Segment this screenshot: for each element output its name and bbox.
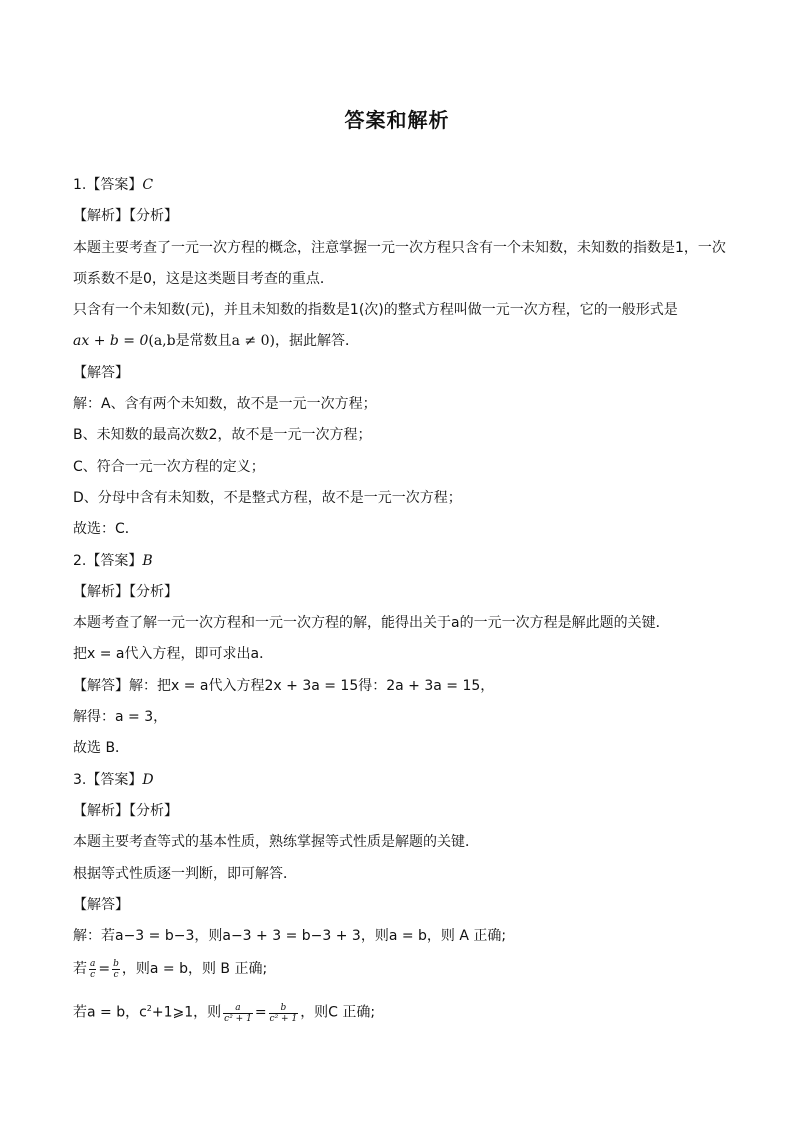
- q3-answer: D: [142, 771, 154, 788]
- q3-analysis-label: 【解析】【分析】: [73, 802, 178, 819]
- q1-solution-s3: C、符合一元一次方程的定义；: [73, 458, 265, 475]
- q1-solution-s5: 故选：C．: [73, 521, 139, 538]
- q1-solution-s2: B、未知数的最高次数2，故不是一元一次方程；: [73, 427, 372, 444]
- q3-answer-line: [73, 769, 733, 800]
- q2-solution-s1: [73, 675, 733, 706]
- q3-number: 3.: [73, 771, 87, 788]
- q3-s3-post: ，则C 正确;: [300, 1005, 376, 1022]
- q3-solution-s3: [73, 996, 733, 1036]
- q2-answer-label: 【答案】: [86, 552, 143, 569]
- q2-answer-line: [73, 550, 733, 581]
- q2-analysis-p2: 把x = a代入方程，即可求出a．: [73, 646, 274, 663]
- q3-solution-s2: [73, 956, 733, 996]
- q3-s2-pre: 若: [73, 961, 87, 978]
- answer-content: [73, 174, 733, 1036]
- q3-s2-fraction-b-over-c: $\frac{b}{c}$: [113, 958, 119, 980]
- q3-solution-s1: 解：若a−3 = b−3，则a−3 + 3 = b−3 + 3，则a = b，则 A 正确;: [73, 928, 507, 945]
- q1-analysis-p1b: 项系数不是0，这是这类题目考查的重点．: [73, 270, 334, 287]
- q3-s3-sup: 2: [146, 1004, 152, 1014]
- q1-number: 1.: [73, 177, 87, 193]
- q1-formula-note: (a,b是常数且a ≠ 0): [148, 333, 275, 350]
- q2-answer: B: [142, 552, 153, 569]
- q1-formula-tail: ，据此解答．: [274, 333, 359, 350]
- q1-formula: ax + b = 0: [73, 333, 149, 350]
- q3-solution-label: 【解答】: [73, 896, 129, 913]
- page-title: 答案和解析: [344, 108, 450, 132]
- q3-analysis-p2: 根据等式性质逐一判断，即可解答．: [73, 865, 297, 882]
- q3-analysis-p1: 本题主要考查等式的基本性质，熟练掌握等式性质是解题的关键．: [73, 834, 479, 851]
- q1-solution-s4: D、分母中含有未知数，不是整式方程，故不是一元一次方程；: [73, 489, 462, 506]
- q3-answer-label: 【答案】: [86, 771, 143, 788]
- q1-analysis-p3: [73, 330, 733, 361]
- q3-s2-fraction-a-over-c: $\frac{a}{c}$: [90, 958, 96, 980]
- q2-analysis-label: 【解析】【分析】: [73, 583, 178, 600]
- q3-s3-mid: +1⩾1，则: [151, 1005, 222, 1022]
- q1-answer: C: [142, 177, 154, 193]
- q3-s2-eq: =: [98, 961, 111, 978]
- q2-analysis-p1: 本题考查了解一元一次方程和一元一次方程的解，能得出关于a的一元一次方程是解此题的关键．: [73, 615, 670, 632]
- q3-s3-fraction-b: $\frac{b}{\text{c² + 1}}$: [269, 1002, 298, 1024]
- q2-number: 2.: [73, 552, 87, 569]
- q2-solution-text: 解：把x = a代入方程2x + 3a = 15得：2a + 3a = 15，: [129, 677, 495, 694]
- q3-s3-pre: 若a = b，c: [73, 1005, 147, 1022]
- q3-s3-eq: =: [254, 1005, 267, 1022]
- q1-analysis-p1a: 本题主要考查了一元一次方程的概念，注意掌握一元一次方程只含有一个未知数，未知数的指数是1，一次: [73, 239, 726, 256]
- q1-analysis-p2: 只含有一个未知数(元)，并且未知数的指数是1(次)的整式方程叫做一元一次方程，它的一般形式是: [73, 302, 678, 319]
- q1-answer-label: 【答案】: [86, 177, 143, 193]
- q2-solution-s2: 解得：a = 3，: [73, 709, 168, 726]
- q2-solution-s3: 故选 B．: [73, 740, 130, 757]
- q1-answer-line: [73, 174, 733, 205]
- q3-s3-fraction-a: $\frac{a}{\text{c² + 1}}$: [224, 1002, 252, 1024]
- q1-solution-label: 【解答】: [73, 364, 129, 381]
- q3-s2-post: ，则a = b，则 B 正确;: [121, 961, 268, 978]
- q1-analysis-label: 【解析】【分析】: [73, 208, 178, 225]
- q1-solution-s1: 解：A、含有两个未知数，故不是一元一次方程；: [73, 396, 377, 413]
- q2-solution-label: 【解答】: [73, 677, 129, 694]
